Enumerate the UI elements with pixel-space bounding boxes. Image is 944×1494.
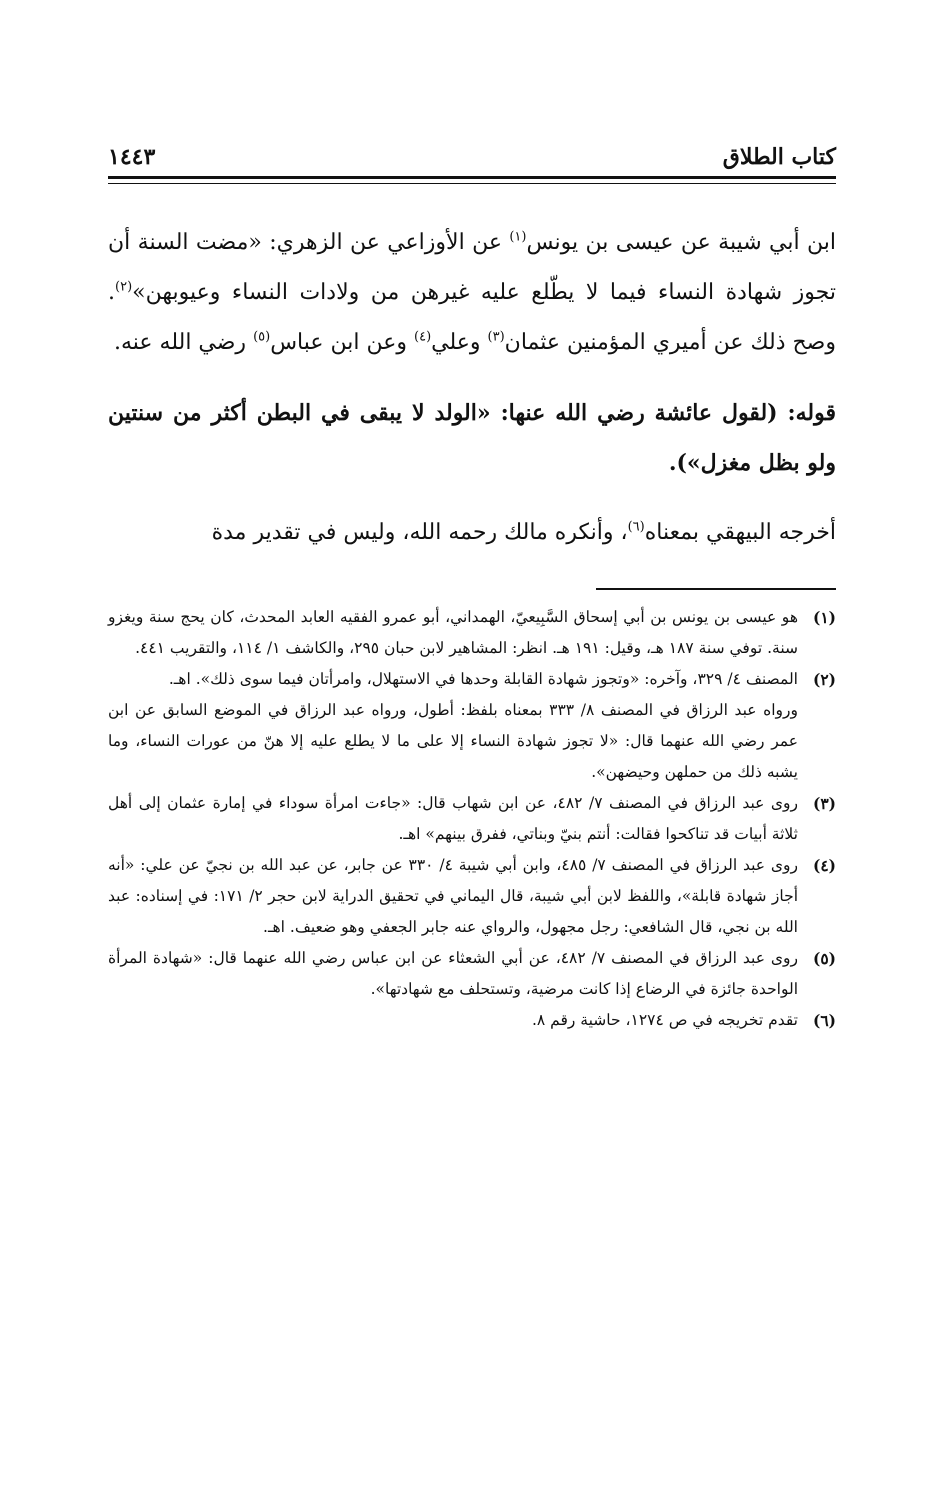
paragraph-3 xyxy=(108,508,836,558)
paragraph-1 xyxy=(108,218,836,368)
footnote-text: المصنف ٤/ ٣٢٩، وآخره: «وتجوز شهادة القابلة وحدها في الاستهلال، وامرأتان فيما سوى ذلك». اهـ. xyxy=(168,670,798,688)
footnote-text: تقدم تخريجه في ص ١٢٧٤، حاشية رقم ٨. xyxy=(531,1011,798,1029)
paragraph-3-text: أخرجه البيهقي بمعناه xyxy=(644,520,836,545)
footnote-5 xyxy=(108,943,836,1005)
page xyxy=(108,130,836,1036)
paragraph-2-quote: قوله: (لقول عائشة رضي الله عنها: «الولد لا يبقى في البطن أكثر من سنتين ولو بظل مغزل»). xyxy=(108,400,836,476)
footnote-rule xyxy=(596,588,836,590)
footnote-ref-3[interactable]: (٣) xyxy=(487,329,505,345)
footnote-ref-2[interactable]: (٢) xyxy=(115,279,133,295)
footnote-text: هو عيسى بن يونس بن أبي إسحاق السَّبِيعيّ، الهمداني، أبو عمرو الفقيه العابد المحدث، كان يحج سنة ويغزو سنة. توفي سنة ١٨٧ هـ، وقيل: ١٩١ هـ. انظر: المشاهير لابن حبان ٢٩٥، والكاشف ١/ ١١٤، والتقريب ٤٤١. xyxy=(108,608,798,657)
footnote-ref-6[interactable]: (٦) xyxy=(627,519,645,535)
paragraph-1-text: ابن أبي شيبة عن عيسى بن يونس xyxy=(526,230,837,255)
page-number: ١٤٤٣ xyxy=(108,144,156,170)
header-rule xyxy=(108,176,836,184)
footnotes xyxy=(108,602,836,1036)
footnote-number: (٣) xyxy=(812,794,836,813)
paragraph-1-text: رضي الله عنه. xyxy=(113,330,254,355)
footnote-text: روى عبد الرزاق في المصنف ٧/ ٤٨٢، عن أبي الشعثاء عن ابن عباس رضي الله عنهما قال: «شهادة المرأة الواحدة جائزة في الرضاع إذا كانت مرضية، وتستحلف مع شهادتها». xyxy=(108,949,798,998)
main-text xyxy=(108,218,836,558)
footnote-3 xyxy=(108,788,836,850)
book-title: كتاب الطلاق xyxy=(722,144,836,170)
footnote-text: ورواه عبد الرزاق في المصنف ٨/ ٣٣٣ بمعناه بلفظ: أطول، ورواه عبد الرزاق في الموضع السابق عن ابن عمر رضي الله عنهما قال: «لا تجوز شهادة النساء إلا على ما لا يطلع عليه إلا هنّ من عورات النساء، وما يشبه ذلك من حملهن وحيضهن». xyxy=(108,701,798,781)
paragraph-1-text: وعن ابن عباس xyxy=(270,330,414,355)
footnote-1 xyxy=(108,602,836,664)
paragraph-1-text: وعلي xyxy=(431,330,488,355)
footnote-number: (٤) xyxy=(812,856,836,875)
paragraph-1-text: عن الأوزاعي عن الزهري: «مضت السنة أن تجوز شهادة النساء فيما لا يطّلع عليه غيرهن من ولادات النساء وعيوبهن» xyxy=(108,230,836,305)
footnote-ref-1[interactable]: (١) xyxy=(509,229,527,245)
footnote-number: (٢) xyxy=(812,670,836,689)
footnote-ref-5[interactable]: (٥) xyxy=(253,329,271,345)
footnote-number: (٦) xyxy=(812,1011,836,1030)
footnote-4 xyxy=(108,850,836,943)
footnote-number: (١) xyxy=(812,608,836,627)
running-header xyxy=(108,130,836,170)
paragraph-1-text: . وصح ذلك عن أميري المؤمنين عثمان xyxy=(108,280,836,355)
footnote-number: (٥) xyxy=(812,949,836,968)
footnote-2 xyxy=(108,664,836,788)
footnote-text: روى عبد الرزاق في المصنف ٧/ ٤٨٥، وابن أبي شيبة ٤/ ٣٣٠ عن جابر، عن عبد الله بن نجيّ عن علي: «أنه أجاز شهادة قابلة»، واللفظ لابن أبي شيبة، قال اليماني في تحقيق الدراية لابن حجر ٢/ ١٧١: في إسناده: عبد الله بن نجي، قال الشافعي: رجل مجهول، والرواي عنه جابر الجعفي وهو ضعيف. اهـ. xyxy=(108,856,798,936)
footnote-ref-4[interactable]: (٤) xyxy=(414,329,432,345)
footnote-text: روى عبد الرزاق في المصنف ٧/ ٤٨٢، عن ابن شهاب قال: «جاءت امرأة سوداء في إمارة عثمان إلى أهل ثلاثة أبيات قد تناكحوا فقالت: أنتم بنيّ وبناتي، ففرق بينهم» اهـ. xyxy=(108,794,798,843)
paragraph-3-text: ، وأنكره مالك رحمه الله، وليس في تقدير مدة xyxy=(211,520,628,545)
footnote-6 xyxy=(108,1005,836,1036)
